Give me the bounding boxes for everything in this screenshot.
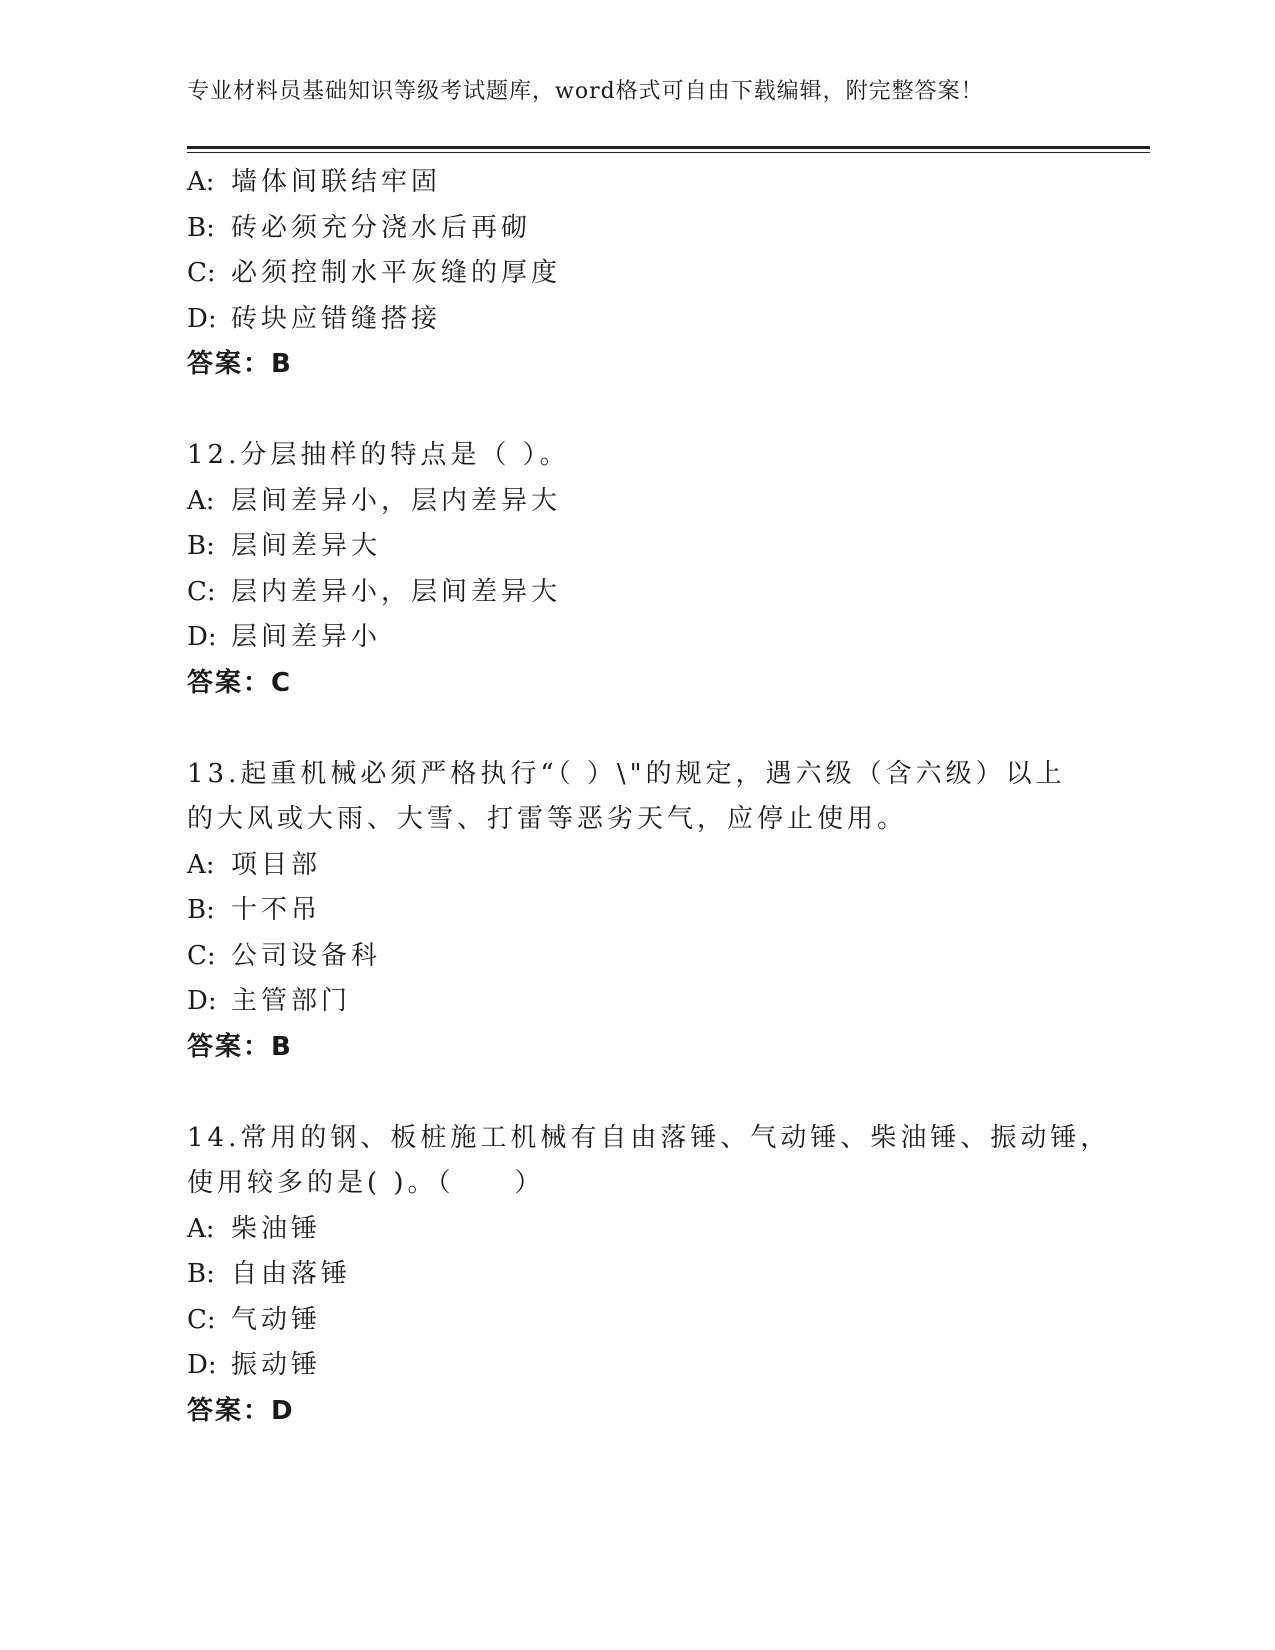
option-text: 自由落锤 — [231, 1259, 352, 1289]
question-text-line-1: 14.常用的钢、板桩施工机械有自由落锤、气动锤、柴油锤、振动锤， — [187, 1122, 1111, 1153]
option-letter: B: — [187, 212, 215, 243]
option-text: 层内差异小，层间差异大 — [231, 576, 562, 607]
option-letter: C: — [187, 258, 216, 288]
option-letter: D: — [187, 303, 217, 334]
option-letter: A: — [187, 167, 215, 197]
option-a — [187, 479, 1087, 525]
option-text: 十不吊 — [231, 895, 322, 925]
question-list — [187, 160, 1111, 1434]
question-text-line-2: 的大风或大雨、大雪、打雷等恶劣天气，应停止使用。 — [187, 804, 908, 834]
option-a — [187, 1207, 1087, 1253]
question-11 — [187, 160, 1087, 388]
answer-line: 答案：D — [187, 1395, 295, 1426]
spacer — [187, 706, 1087, 752]
question-text: 12.分层抽样的特点是（ ）。 — [187, 440, 570, 470]
answer-line: 答案：B — [187, 349, 293, 379]
question-14 — [187, 1116, 1111, 1435]
option-d — [187, 615, 1087, 661]
option-letter: D: — [187, 1350, 217, 1380]
option-letter: A: — [187, 485, 215, 516]
option-d — [187, 1343, 1087, 1389]
option-letter: A: — [187, 849, 215, 880]
option-c — [187, 251, 1087, 297]
option-letter: A: — [187, 1213, 215, 1244]
option-text: 层间差异小 — [231, 622, 382, 652]
option-letter: D: — [187, 986, 217, 1016]
header-rule-thin — [187, 152, 1150, 153]
option-letter: B: — [187, 531, 215, 561]
option-text: 主管部门 — [231, 986, 352, 1016]
option-letter: B: — [187, 895, 215, 925]
question-13 — [187, 752, 1087, 1071]
option-a — [187, 160, 1087, 206]
option-text: 公司设备科 — [231, 940, 382, 971]
header-rule-thick — [187, 146, 1150, 149]
option-b — [187, 1252, 1087, 1298]
option-text: 柴油锤 — [231, 1213, 322, 1244]
option-c — [187, 570, 1087, 616]
option-text: 层间差异大 — [231, 531, 382, 561]
option-text: 项目部 — [231, 849, 322, 880]
option-a — [187, 843, 1087, 889]
option-text: 砖必须充分浇水后再砌 — [231, 212, 532, 243]
answer-line: 答案：B — [187, 1031, 293, 1062]
option-letter: C: — [187, 940, 216, 971]
option-text: 振动锤 — [231, 1350, 322, 1380]
option-letter: D: — [187, 622, 217, 652]
question-12 — [187, 433, 1087, 706]
option-letter: C: — [187, 1304, 216, 1335]
option-letter: C: — [187, 576, 216, 607]
option-b — [187, 888, 1087, 934]
option-text: 必须控制水平灰缝的厚度 — [231, 258, 562, 288]
page-header: 专业材料员基础知识等级考试题库，word格式可自由下载编辑，附完整答案！ — [187, 79, 984, 104]
option-letter: B: — [187, 1259, 215, 1289]
spacer — [187, 1070, 1087, 1116]
question-text-line-1: 13.起重机械必须严格执行“（ ）\"的规定，遇六级（含六级）以上 — [187, 758, 1066, 789]
spacer — [187, 388, 1087, 434]
option-d — [187, 297, 1087, 343]
option-text: 层间差异小，层内差异大 — [231, 485, 562, 516]
option-c — [187, 1298, 1087, 1344]
question-text-line-2: 使用较多的是( )。（ ） — [187, 1168, 545, 1198]
answer-line: 答案：C — [187, 667, 293, 698]
option-b — [187, 206, 1087, 252]
option-b — [187, 524, 1087, 570]
option-d — [187, 979, 1087, 1025]
option-text: 气动锤 — [231, 1304, 322, 1335]
option-text: 墙体间联结牢固 — [231, 167, 442, 197]
option-text: 砖块应错缝搭接 — [231, 303, 442, 334]
option-c — [187, 934, 1087, 980]
